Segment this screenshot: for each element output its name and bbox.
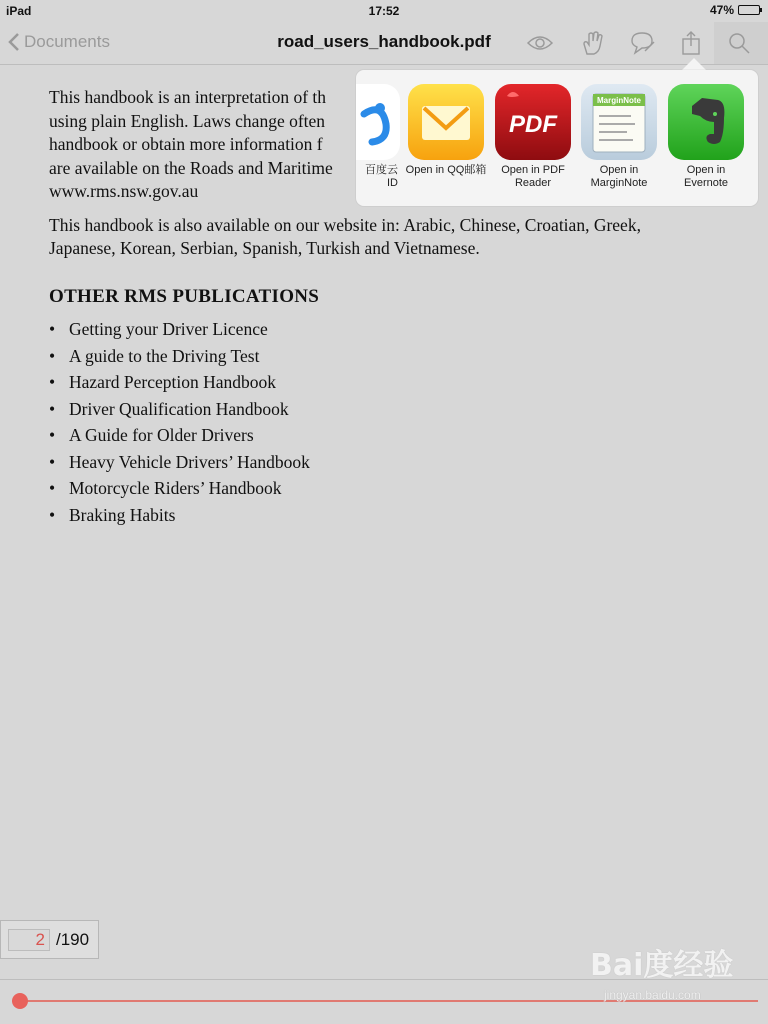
- baidu-cloud-icon: [356, 84, 400, 160]
- pdf-logo-text: PDF: [509, 111, 557, 138]
- list-item: • Braking Habits: [49, 502, 669, 529]
- text-line: This handbook is an interpretation of th: [49, 87, 327, 107]
- text-line: using plain English. Laws change often: [49, 110, 326, 131]
- battery-icon: [738, 5, 760, 15]
- status-bar: [0, 0, 768, 22]
- nav-bar: [0, 22, 768, 65]
- evernote-icon: [668, 84, 744, 160]
- search-icon[interactable]: [724, 28, 754, 58]
- list-item: • Heavy Vehicle Drivers’ Handbook: [49, 449, 669, 476]
- app-label: Open in QQ邮箱: [405, 164, 487, 176]
- app-label: Open in PDF Reader: [501, 164, 565, 189]
- device-name: iPad: [6, 4, 32, 18]
- margin-logo-text: MarginNote: [597, 96, 641, 105]
- publications-list: [49, 316, 669, 528]
- share-app-baidu[interactable]: [356, 84, 406, 190]
- languages-paragraph: This handbook is also available on our website in: Arabic, Chinese, Croatian, Greek, Japanese, Korean, Serbian, Spanish, Turkish and Vietnamese.: [49, 214, 641, 258]
- hand-annotate-icon[interactable]: [578, 28, 608, 58]
- back-label: Documents: [24, 32, 110, 51]
- app-label: Open in MarginNote: [590, 164, 648, 189]
- list-item: • Getting your Driver Licence: [49, 316, 669, 343]
- share-app-pdf-reader[interactable]: [489, 84, 577, 190]
- list-item: • Hazard Perception Handbook: [49, 369, 669, 396]
- website-link-text: www.rms.nsw.gov.au: [49, 181, 199, 201]
- current-page-field[interactable]: 2: [8, 929, 50, 951]
- app-label: Open in Evernote: [683, 164, 729, 189]
- chevron-left-icon: [8, 32, 20, 52]
- watermark-url: jingyan.baidu.com: [604, 988, 701, 1002]
- list-item: • A guide to the Driving Test: [49, 343, 669, 370]
- clock: 17:52: [368, 4, 400, 18]
- text-line: handbook or obtain more information f: [49, 134, 323, 154]
- page-counter: [0, 920, 99, 959]
- text-line: are available on the Roads and Maritime: [49, 157, 333, 178]
- popover-arrow: [682, 58, 706, 70]
- back-button[interactable]: [8, 32, 110, 52]
- battery-status: [710, 3, 760, 17]
- document-title: road_users_handbook.pdf: [277, 32, 491, 51]
- list-item: • Driver Qualification Handbook: [49, 396, 669, 423]
- list-item: • Motorcycle Riders’ Handbook: [49, 475, 669, 502]
- eye-icon[interactable]: [525, 28, 555, 58]
- marginnote-icon: [581, 84, 657, 160]
- qq-mail-icon: [408, 84, 484, 160]
- total-pages: /190: [56, 930, 90, 949]
- battery-percent: 47%: [709, 3, 734, 17]
- watermark: [590, 940, 760, 1010]
- share-popover: [356, 70, 758, 206]
- share-app-marginnote[interactable]: [575, 84, 663, 190]
- section-heading: OTHER RMS PUBLICATIONS: [49, 285, 320, 307]
- page-scrubber-knob[interactable]: [12, 993, 28, 1009]
- app-label: 百度云 ID: [365, 164, 398, 189]
- share-app-evernote[interactable]: [662, 84, 750, 190]
- comment-icon[interactable]: [627, 28, 657, 58]
- watermark-brand: Bai度经验: [590, 948, 734, 983]
- list-item: • A Guide for Older Drivers: [49, 422, 669, 449]
- share-icon[interactable]: [676, 28, 706, 58]
- pdf-reader-icon: [495, 84, 571, 160]
- share-app-qq-mail[interactable]: [402, 84, 490, 177]
